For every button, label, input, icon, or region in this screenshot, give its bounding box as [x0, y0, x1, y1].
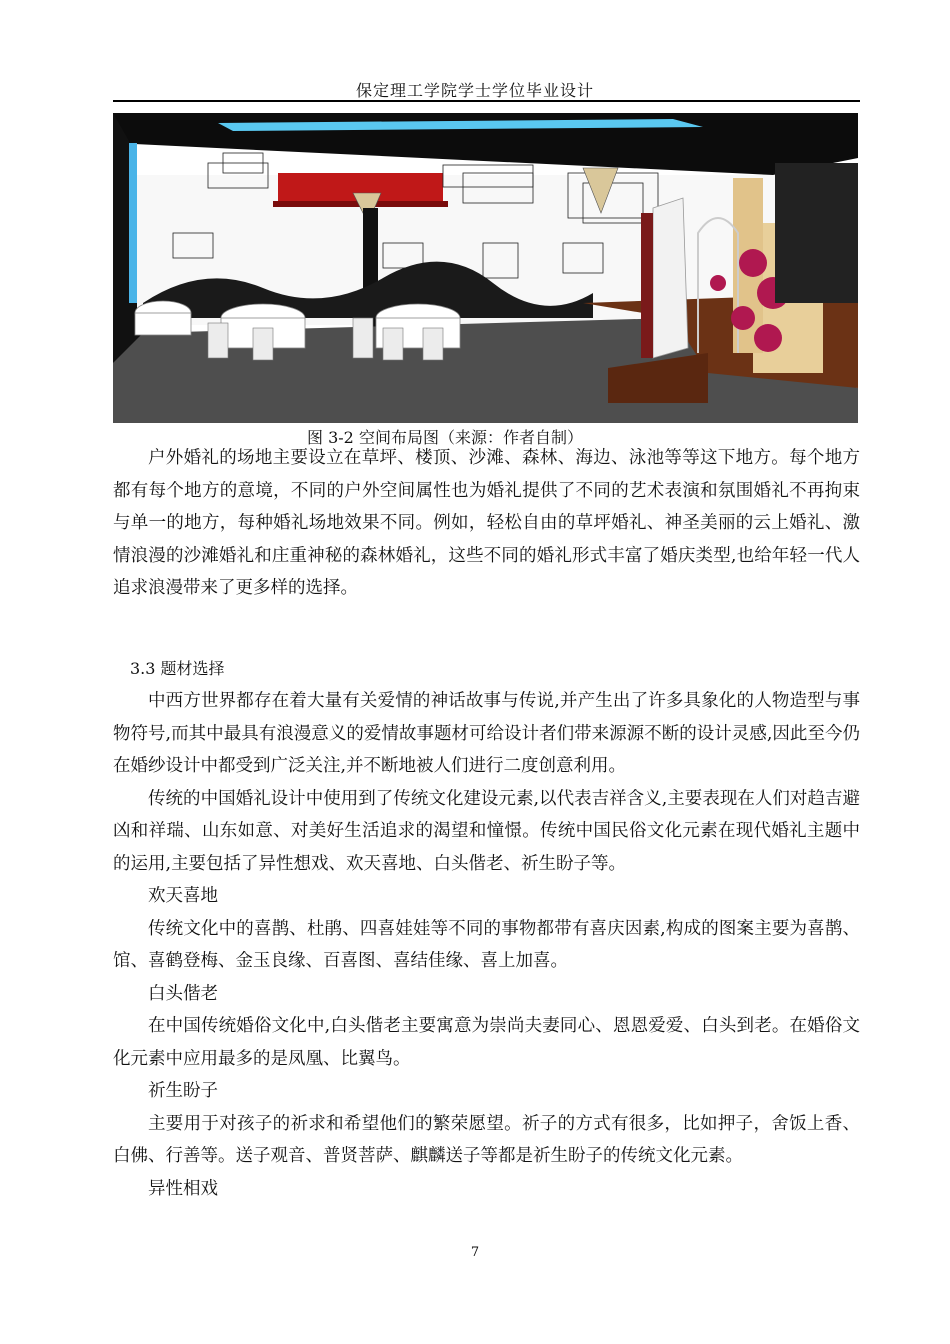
- section-heading: 3.3 题材选择: [130, 659, 225, 678]
- paragraph: 中西方世界都存在着大量有关爱情的神话故事与传说,并产生出了许多具象化的人物造型与事物符号,而其中最具有浪漫意义的爱情故事题材可给设计者们带来源源不断的设计灵感,因此至今仍在婚纱设计中都受到广泛关注,并不断地被人们进行二度创意利用。: [113, 691, 860, 776]
- paragraph: 传统文化中的喜鹊、杜鹃、四喜娃娃等不同的事物都带有喜庆因素,构成的图案主要为喜鹊、馆、喜鹤登梅、金玉良缘、百喜图、喜结佳缘、喜上加喜。: [113, 918, 860, 971]
- white-screen: [653, 198, 688, 358]
- paragraph: 主要用于对孩子的祈求和希望他们的繁荣愿望。祈子的方式有很多，比如押子，舍饭上香、白佛、行善等。送子观音、普贤菩萨、麒麟送子等都是祈生盼子的传统文化元素。: [113, 1113, 860, 1166]
- intro-block: [113, 442, 860, 605]
- figure-caption: 图 3-2 空间布局图（来源：作者自制）: [307, 428, 583, 447]
- subheading: 欢天喜地: [148, 886, 218, 906]
- header-divider: [113, 100, 860, 102]
- paragraph: 传统的中国婚礼设计中使用到了传统文化建设元素,以代表吉祥含义,主要表现在人们对趋吉避凶和祥瑞、山东如意、对美好生活追求的渴望和憧憬。传统中国民俗文化元素在现代婚礼主题中的运用,主要包括了异性想戏、欢天喜地、白头偕老、祈生盼子等。: [113, 788, 860, 874]
- subheading: 白头偕老: [148, 983, 218, 1004]
- page-number: 7: [470, 1245, 480, 1260]
- paragraph: 在中国传统婚俗文化中,白头偕老主要寓意为崇尚夫妻同心、恩恩爱爱、白头到老。在婚俗文化元素中应用最多的是凤凰、比翼鸟。: [113, 1016, 860, 1069]
- subheading: 异性相戏: [148, 1178, 218, 1199]
- subheading: 祈生盼子: [148, 1081, 218, 1101]
- wedding-space-layout-render: [113, 113, 858, 423]
- right-wall: [775, 163, 858, 303]
- section-body: [113, 685, 860, 1205]
- page-header-title: 保定理工学院学士学位毕业设计: [355, 81, 594, 100]
- paragraph: 户外婚礼的场地主要设立在草坪、楼顶、沙滩、森林、海边、泳池等等这下地方。每个地方都有每个地方的意境，不同的户外空间属性也为婚礼提供了不同的艺术表演和氛围婚礼不再拘束与单一的地方，每种婚礼场地效果不同。例如，轻松自由的草坪婚礼、神圣美丽的云上婚礼、激情浪漫的沙滩婚礼和庄重神秘的森林婚礼，这些不同的婚礼形式丰富了婚庆类型,也给年轻一代人追求浪漫带来了更多样的选择。: [113, 448, 860, 598]
